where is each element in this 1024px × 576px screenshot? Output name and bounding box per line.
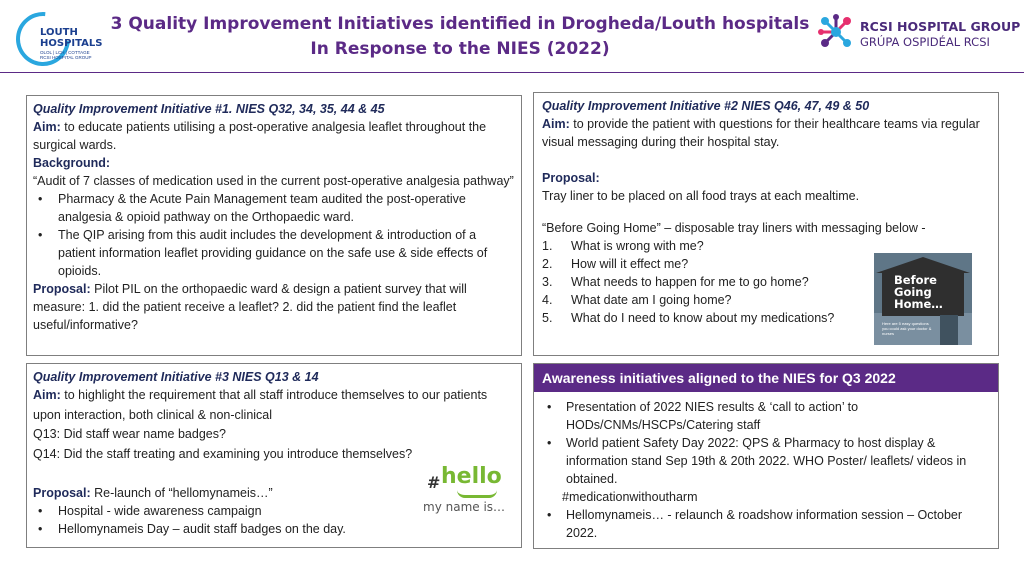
qi1-panel: [26, 95, 522, 356]
list-item: • World patient Safety Day 2022: QPS & Pharmacy to host display & information stand Sep 19th & 20th 2022. WHO Poster/ leaflets/ videos in obtained.: [542, 434, 990, 488]
awareness-panel: [533, 363, 999, 549]
qi1-background-label: Background:: [33, 156, 111, 170]
qi2-intro: “Before Going Home” – disposable tray liners with messaging below -: [542, 221, 926, 235]
rcsi-molecule-icon: [818, 14, 854, 50]
qi2-aim-text: to provide the patient with questions for their healthcare teams via regular visual messaging during their hospital stay.: [542, 117, 980, 149]
list-item: • Hellomynameis Day – audit staff badges on the day.: [33, 520, 515, 538]
list-item: • Presentation of 2022 NIES results & ‘call to action’ to HODs/CNMs/HSCPs/Catering staff: [542, 398, 990, 434]
qi1-aim-text: to educate patients utilising a post-operative analgesia leaflet throughout the surgical wards.: [33, 120, 487, 152]
list-text: What date am I going home?: [571, 293, 732, 307]
tray-liner-image: [874, 253, 972, 345]
qi1-aim-label: Aim:: [33, 120, 61, 134]
list-number: 4.: [542, 293, 553, 307]
qi2-panel: [533, 92, 999, 356]
awareness-hashtag: #medicationwithoutharm: [562, 490, 698, 504]
qi3-proposal-label: Proposal:: [33, 486, 91, 500]
hello-name: my name is…: [423, 500, 506, 514]
rcsi-hospital-group-logo: [818, 14, 1021, 54]
logo-line-louth: LOUTH: [40, 27, 78, 38]
list-number: 3.: [542, 275, 553, 289]
qi3-aim: [33, 386, 515, 425]
rcsi-irish-name: GRÚPA OSPIDÉAL RCSI: [860, 35, 990, 49]
list-text: How will it effect me?: [571, 257, 689, 271]
qi3-proposal-text: Re-launch of “hellomynameis…”: [90, 486, 273, 500]
header-divider: [0, 72, 1024, 73]
qi3-q14: Q14: Did the staff treating and examining you introduce themselves?: [33, 446, 413, 461]
house-roof-icon: [876, 257, 970, 273]
qi1-proposal: [33, 280, 515, 334]
list-text: What do I need to know about my medications?: [571, 311, 835, 325]
list-item: • Hellomynameis… - relaunch & roadshow information session – October 2022.: [542, 506, 990, 542]
qi1-title: Quality Improvement Initiative #1. NIES Q32, 34, 35, 44 & 45: [33, 102, 385, 116]
tray-liner-heading: [882, 272, 964, 316]
tray-line3: Home…: [894, 297, 943, 311]
louth-hospitals-logo: [16, 12, 103, 64]
tray-small-text: Here are 5 easy questions you could ask your doctor & nurses: [882, 321, 932, 336]
tray-line1: Before: [894, 273, 937, 287]
awareness-bullet-list: [542, 398, 990, 488]
qi2-proposal-text: Tray liner to be placed on all food trays at each mealtime.: [542, 189, 860, 203]
awareness-body: [534, 392, 998, 542]
qi2-aim: [542, 115, 990, 151]
qi1-aim: [33, 118, 515, 154]
hellomynameis-logo: [421, 464, 517, 518]
logo-line-hospitals: HOSPITALS: [40, 38, 103, 49]
list-item: • The QIP arising from this audit includes the development & introduction of a patient information leaflet providing guidance on the safe use & side effects of opioids.: [33, 226, 515, 280]
qi1-background-quote: “Audit of 7 classes of medication used in the current post-operative analgesia pathway”: [33, 174, 514, 188]
qi2-title: Quality Improvement Initiative #2 NIES Q46, 47, 49 & 50: [542, 99, 870, 113]
logo-line-sites: OLOL | LCH | COTTAGE: [40, 50, 90, 55]
awareness-header: Awareness initiatives aligned to the NIES for Q3 2022: [534, 364, 998, 392]
house-door-icon: [940, 315, 958, 345]
list-number: 1.: [542, 239, 553, 253]
hello-hash: #: [427, 473, 441, 492]
page-title: [100, 12, 820, 62]
qi2-aim-label: Aim:: [542, 117, 570, 131]
qi3-q13: Q13: Did staff wear name badges?: [33, 427, 226, 441]
rcsi-name: RCSI HOSPITAL GROUP: [860, 19, 1021, 34]
list-number: 2.: [542, 257, 553, 271]
page-title-line2: In Response to the NIES (2022): [310, 39, 610, 59]
smile-icon: [457, 490, 497, 498]
qi3-aim-text: to highlight the requirement that all staff introduce themselves to our patients upon interaction, both clinical & non-clinical: [33, 388, 488, 422]
qi3-aim-label: Aim:: [33, 388, 61, 402]
qi1-proposal-label: Proposal:: [33, 282, 91, 296]
list-text: What is wrong with me?: [571, 239, 704, 253]
logo-line-group: RCSI HOSPITAL GROUP: [40, 55, 92, 60]
list-number: 5.: [542, 311, 553, 325]
awareness-bullet-list-2: [542, 506, 990, 542]
hello-word: hello: [441, 464, 502, 489]
qi2-proposal-label: Proposal:: [542, 171, 600, 185]
qi1-bullet-list: [33, 190, 515, 280]
qi3-panel: [26, 363, 522, 548]
list-text: What needs to happen for me to go home?: [571, 275, 809, 289]
qi1-proposal-text: Pilot PIL on the orthopaedic ward & design a patient survey that will measure: 1. did the patient receive a leaflet? 2. did the patient find the leaflet useful/informative?: [33, 282, 467, 332]
qi3-title: Quality Improvement Initiative #3 NIES Q13 & 14: [33, 370, 319, 384]
list-item: • Hospital - wide awareness campaign: [33, 502, 515, 520]
page-title-line1: 3 Quality Improvement Initiatives identified in Drogheda/Louth hospitals: [110, 14, 810, 34]
list-item: • Pharmacy & the Acute Pain Management team audited the post-operative analgesia & opioid pathway on the Orthopaedic ward.: [33, 190, 515, 226]
tray-line2: Going: [894, 285, 932, 299]
